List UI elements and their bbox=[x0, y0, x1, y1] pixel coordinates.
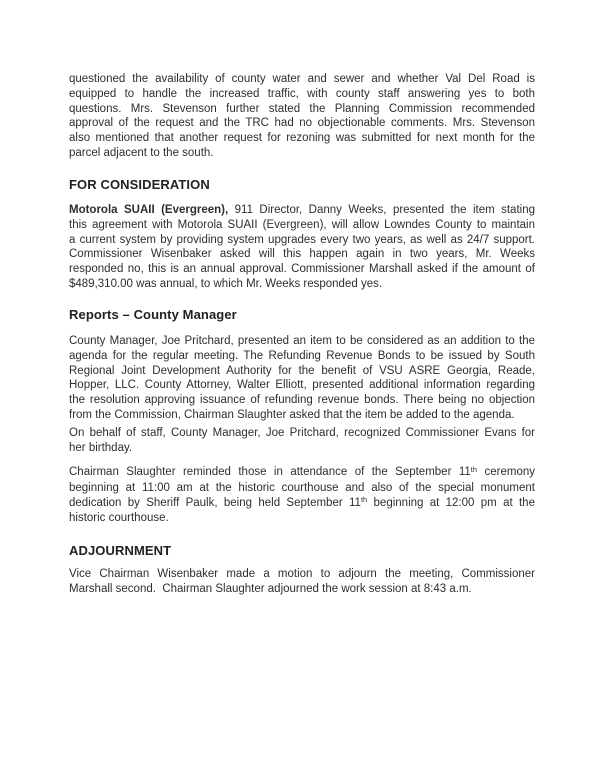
heading-reports-county-manager: Reports – County Manager bbox=[69, 307, 237, 322]
text-line: Motorola SUAII (Evergreen), 911 Director, Danny Weeks, presented the item stating bbox=[69, 204, 535, 216]
text-line: dedication by Sheriff Paulk, being held September 11th beginning at 12:00 pm at the bbox=[69, 495, 535, 509]
text-line: Hopper, LLC. County Attorney, Walter Elliott, presented additional information regarding bbox=[69, 379, 535, 392]
text-line: Marshall second. Chairman Slaughter adjourned the work session at 8:43 a.m. bbox=[69, 582, 472, 595]
text-line: parcel adjacent to the south. bbox=[69, 146, 214, 159]
text-line: questions. Mrs. Stevenson further stated the Planning Commission recommended bbox=[69, 102, 535, 115]
paragraph-september-11-ceremony bbox=[69, 465, 535, 526]
text-line: her birthday. bbox=[69, 441, 133, 454]
text-line: also mentioned that another request for rezoning was submitted for next month for the bbox=[69, 132, 535, 145]
paragraph-refunding-revenue-bonds bbox=[69, 334, 535, 423]
text-line: from the Commission, Chairman Slaughter asked that the item be added to the agenda. bbox=[69, 408, 515, 421]
text-line: Chairman Slaughter reminded those in attendance of the September 11th ceremony bbox=[69, 464, 535, 478]
text-line: Vice Chairman Wisenbaker made a motion to adjourn the meeting, Commissioner bbox=[69, 568, 535, 580]
text-line: this agreement with Motorola SUAII (Evergreen), will allow Lowndes County to maintain bbox=[69, 218, 535, 231]
text-line: County Manager, Joe Pritchard, presented an item to be considered as an addition to the bbox=[69, 335, 535, 347]
text-line: responded no, this is an annual approval. Commissioner Marshall asked if the amount of bbox=[69, 263, 535, 276]
paragraph-rezoning-discussion bbox=[69, 72, 535, 161]
heading-adjournment: ADJOURNMENT bbox=[69, 543, 172, 558]
text-line: equipped to handle the increased traffic, with county staff answering yes to both bbox=[69, 87, 535, 100]
paragraph-adjournment-motion bbox=[69, 567, 535, 597]
paragraph-birthday-recognition bbox=[69, 426, 535, 456]
text-line: On behalf of staff, County Manager, Joe Pritchard, recognized Commissioner Evans for bbox=[69, 427, 535, 439]
text-line: agenda for the regular meeting. The Refunding Revenue Bonds to be issued by South bbox=[69, 349, 535, 362]
text-line: beginning at 11:00 am at the historic courthouse and also of the special monument bbox=[69, 481, 535, 494]
text-line: Regional Joint Development Authority for the benefit of VSU ASRE Georgia, Reade, bbox=[69, 364, 535, 377]
text-line: approval of the request and the TRC had no objectionable comments. Mrs. Stevenson bbox=[69, 117, 535, 130]
text-line: questioned the availability of county water and sewer and whether Val Del Road is bbox=[69, 73, 535, 85]
text-line: the resolution approving issuance of refunding revenue bonds. There being no objection bbox=[69, 394, 535, 407]
text-line: a current system by providing system upgrades every two years, as well as 24/7 support. bbox=[69, 233, 535, 246]
heading-for-consideration: FOR CONSIDERATION bbox=[69, 177, 210, 192]
paragraph-motorola-suaii bbox=[69, 203, 535, 292]
text-line: Commissioner Wisenbaker asked will this happen again in two years, Mr. Weeks bbox=[69, 248, 535, 261]
text-line: historic courthouse. bbox=[69, 512, 169, 525]
text-line: $489,310.00 was annual, to which Mr. Weeks responded yes. bbox=[69, 277, 383, 290]
